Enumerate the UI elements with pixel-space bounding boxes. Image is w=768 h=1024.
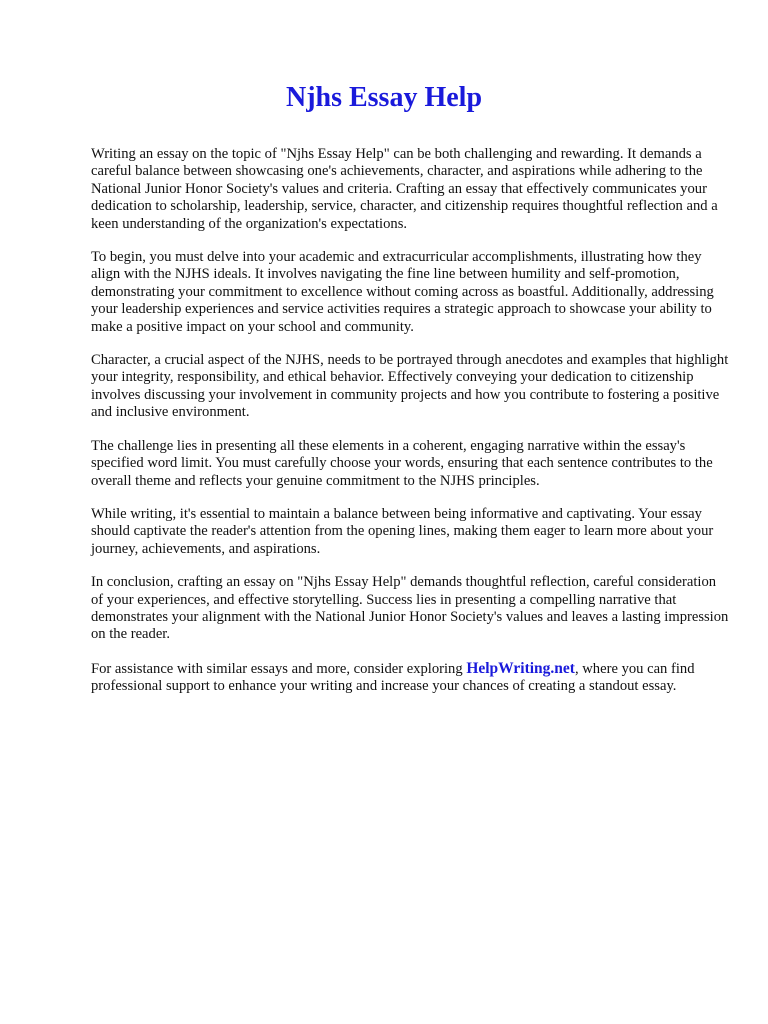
closing-text-after-link: , where you can find professional support to enhance your writing and increase your chances of creating a standout essay. <box>91 660 695 695</box>
page-title: Njhs Essay Help <box>285 82 483 113</box>
essay-body <box>91 146 729 712</box>
paragraph-1: Writing an essay on the topic of "Njhs Essay Help" can be both challenging and rewarding. It demands a careful balance between showcasing one's achievements, character, and aspirations while adhering to the National Junior Honor Society's values and criteria. Crafting an essay that effectively communicates your dedication to scholarship, leadership, service, character, and citizenship requires thoughtful reflection and a keen understanding of the organization's expectations. <box>91 146 718 232</box>
paragraph-4: The challenge lies in presenting all these elements in a coherent, engaging narrative within the essay's specified word limit. You must carefully choose your words, ensuring that each sentence contributes to the overall theme and reflects your genuine commitment to the NJHS principles. <box>91 437 713 489</box>
closing-paragraph <box>91 660 729 696</box>
helpwriting-link[interactable]: HelpWriting.net <box>466 659 575 677</box>
paragraph-3: Character, a crucial aspect of the NJHS, needs to be portrayed through anecdotes and examples that highlight your integrity, responsibility, and ethical behavior. Effectively conveying your dedication to citizenship involves discussing your involvement in community projects and how you contribute to fostering a positive and inclusive environment. <box>91 352 729 421</box>
paragraph-5: While writing, it's essential to maintain a balance between being informative and captivating. Your essay should captivate the reader's attention from the opening lines, making them eager to learn more about your journey, achievements, and aspirations. <box>91 505 714 557</box>
closing-text-before-link: For assistance with similar essays and more, consider exploring <box>91 660 467 677</box>
paragraph-2: To begin, you must delve into your academic and extracurricular accomplishments, illustrating how they align with the NJHS ideals. It involves navigating the fine line between humility and self-promotion, demonstrating your commitment to excellence without coming across as boastful. Additionally, addressing your leadership experiences and service activities requires a strategic approach to showcase your ability to make a positive impact on your school and community. <box>91 249 714 335</box>
paragraph-6: In conclusion, crafting an essay on "Njhs Essay Help" demands thoughtful reflection, careful consideration of your experiences, and effective storytelling. Success lies in presenting a compelling narrative that demonstrates your alignment with the National Junior Honor Society's values and leaves a lasting impression on the reader. <box>91 574 729 643</box>
